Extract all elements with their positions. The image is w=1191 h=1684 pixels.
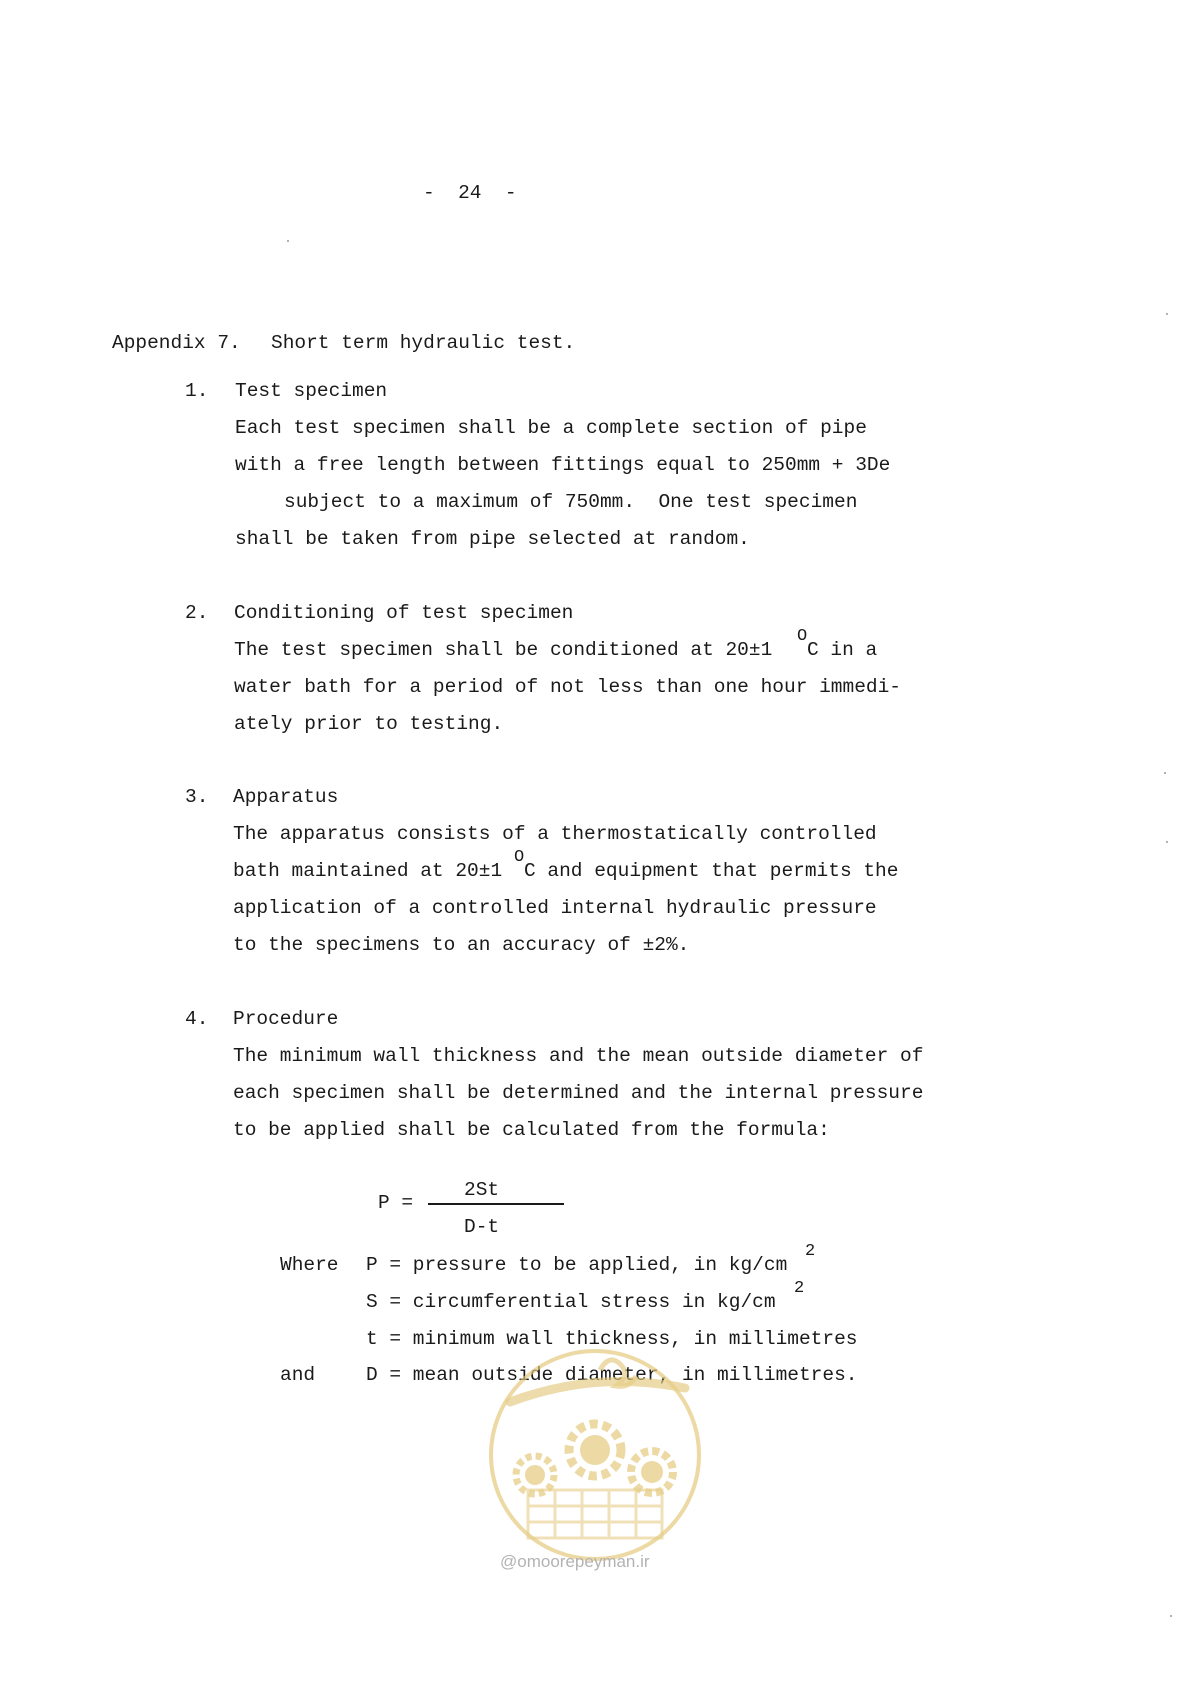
section-2-line-3: ately prior to testing.: [234, 713, 504, 735]
section-1-line-4: shall be taken from pipe selected at random.: [235, 528, 750, 550]
section-2-line-1a: The test specimen shall be conditioned at 20±1: [234, 639, 773, 661]
section-1-title: Test specimen: [235, 380, 388, 402]
formula-lhs: P =: [378, 1192, 414, 1214]
scan-speck: [1170, 1615, 1172, 1617]
definition-d: D = mean outside diameter, in millimetres.: [366, 1364, 858, 1386]
scan-speck: [1164, 772, 1166, 774]
section-1-line-1: Each test specimen shall be a complete section of pipe: [235, 417, 867, 439]
scan-speck: [287, 240, 289, 242]
watermark-logo: [480, 1340, 710, 1565]
section-4-title: Procedure: [233, 1008, 339, 1030]
squared-sup: 2: [794, 1279, 805, 1298]
section-3-line-1: The apparatus consists of a thermostatically controlled: [233, 823, 877, 845]
section-4-number: 4.: [185, 1008, 209, 1030]
and-label: and: [280, 1364, 316, 1386]
definition-p: P = pressure to be applied, in kg/cm: [366, 1254, 788, 1276]
section-2-number: 2.: [185, 602, 209, 624]
where-label: Where: [280, 1254, 339, 1276]
degree-sign: O: [514, 848, 525, 867]
appendix-label: Appendix 7.: [112, 332, 241, 354]
page-number: - 24 -: [423, 182, 517, 204]
section-4-line-1: The minimum wall thickness and the mean outside diameter of: [233, 1045, 924, 1067]
section-2-line-2: water bath for a period of not less than one hour immedi-: [234, 676, 902, 698]
section-3-line-2a: bath maintained at 20±1: [233, 860, 503, 882]
degree-sign: O: [797, 627, 808, 646]
section-1-line-2: with a free length between fittings equal to 250mm + 3De: [235, 454, 891, 476]
section-3-title: Apparatus: [233, 786, 339, 808]
section-2-title: Conditioning of test specimen: [234, 602, 574, 624]
formula-denominator: D-t: [464, 1216, 500, 1238]
section-2-line-1b: C in a: [807, 639, 878, 661]
squared-sup: 2: [805, 1242, 816, 1261]
scan-speck: [1166, 313, 1168, 315]
section-3-line-4: to the specimens to an accuracy of ±2%.: [233, 934, 690, 956]
watermark-url: @omoorepeyman.ir: [500, 1552, 650, 1571]
definition-t: t = minimum wall thickness, in millimetres: [366, 1328, 858, 1350]
section-1-line-3: subject to a maximum of 750mm. One test specimen: [284, 491, 858, 513]
definition-s: S = circumferential stress in kg/cm: [366, 1291, 776, 1313]
section-3-number: 3.: [185, 786, 209, 808]
at-icon: @: [500, 1552, 518, 1571]
formula-numerator: 2St: [464, 1179, 500, 1201]
section-3-line-2b: C and equipment that permits the: [524, 860, 899, 882]
appendix-title: Short term hydraulic test.: [271, 332, 576, 354]
fraction-bar: [428, 1203, 564, 1205]
section-1-number: 1.: [185, 380, 209, 402]
section-3-line-3: application of a controlled internal hydraulic pressure: [233, 897, 877, 919]
section-4-line-2: each specimen shall be determined and the internal pressure: [233, 1082, 924, 1104]
section-4-line-3: to be applied shall be calculated from the formula:: [233, 1119, 830, 1141]
scan-speck: [1166, 841, 1168, 843]
